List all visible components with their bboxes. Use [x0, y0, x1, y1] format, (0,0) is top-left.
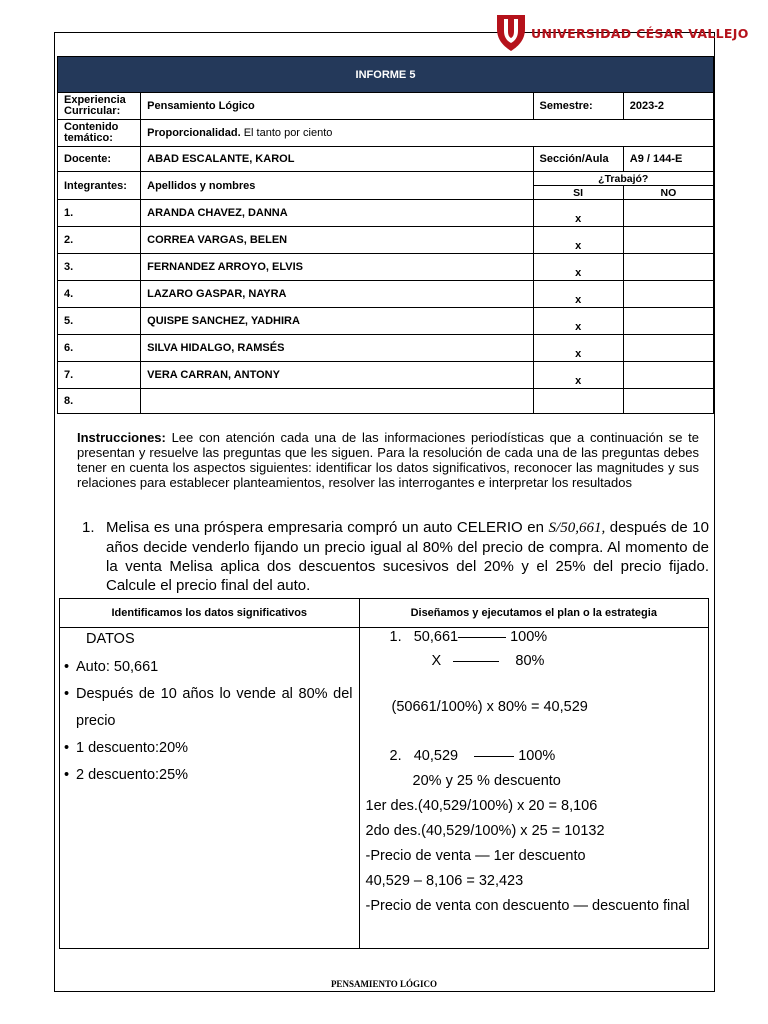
member-si: x	[533, 281, 623, 308]
member-number: 3.	[58, 254, 141, 281]
member-number: 6.	[58, 335, 141, 362]
step-1-a: 50,661	[413, 629, 459, 645]
bullet-icon: •	[64, 659, 70, 675]
apellidos-label: Apellidos y nombres	[141, 172, 533, 200]
member-name: VERA CARRAN, ANTONY	[141, 362, 533, 389]
step-1-line	[366, 628, 702, 646]
seccion-label: Sección/Aula	[533, 147, 623, 172]
bullet-icon: •	[64, 686, 70, 702]
member-row	[58, 200, 714, 227]
step-1-dash	[458, 637, 506, 638]
question-money: S/50,661,	[548, 520, 606, 536]
contenido-label: Contenido temático:	[58, 120, 141, 147]
member-no	[623, 281, 713, 308]
datos-item	[64, 654, 353, 681]
datos-item	[64, 762, 353, 789]
datos-cell	[60, 628, 360, 949]
member-name: LAZARO GASPAR, NAYRA	[141, 281, 533, 308]
member-row	[58, 389, 714, 414]
step-2-num: 2.	[389, 748, 402, 764]
question-number: 1.	[82, 519, 95, 536]
member-no	[623, 308, 713, 335]
member-row	[58, 335, 714, 362]
member-name: FERNANDEZ ARROYO, ELVIS	[141, 254, 533, 281]
member-si: x	[533, 227, 623, 254]
member-number: 1.	[58, 200, 141, 227]
datos-item-text: Después de 10 años lo vende al 80% del precio	[76, 686, 353, 729]
logo-emblem-icon	[497, 15, 525, 51]
datos-item-text: Auto: 50,661	[76, 659, 159, 675]
question-text-b: después de 10 años decide venderlo fijando un precio igual al 80% del precio de compra. Al momento de la venta Melisa aplica dos descuentos sucesivos del 20% y el 25% del precio fijado. Calcule el precio final del auto.	[106, 519, 709, 594]
docente-label: Docente:	[58, 147, 141, 172]
member-number: 2.	[58, 227, 141, 254]
member-si: x	[533, 254, 623, 281]
member-row	[58, 227, 714, 254]
step-2-dash	[474, 756, 514, 757]
report-header-table	[57, 56, 714, 414]
member-si: x	[533, 335, 623, 362]
calc-line-3: -Precio de venta — 1er descuento	[365, 848, 586, 864]
calc-line-1: 1er des.(40,529/100%) x 20 = 8,106	[365, 798, 598, 814]
step-1-calc: (50661/100%) x 80% = 40,529	[391, 699, 588, 715]
calc-line-2: 2do des.(40,529/100%) x 25 = 10132	[365, 823, 605, 839]
member-no	[623, 254, 713, 281]
member-name	[141, 389, 533, 414]
integrantes-label: Integrantes:	[58, 172, 141, 200]
member-number: 7.	[58, 362, 141, 389]
step-1-num: 1.	[389, 629, 402, 645]
member-row	[58, 362, 714, 389]
member-no	[623, 362, 713, 389]
semestre-value: 2023-2	[623, 93, 713, 120]
member-si: x	[533, 200, 623, 227]
member-rows	[58, 200, 714, 414]
datos-list	[64, 654, 353, 789]
question-1	[82, 518, 709, 595]
contenido-rest: El tanto por ciento	[240, 127, 333, 139]
docente-value: ABAD ESCALANTE, KAROL	[141, 147, 533, 172]
member-row	[58, 254, 714, 281]
step-2-desc: 20% y 25 % descuento	[412, 773, 561, 789]
right-header: Diseñamos y ejecutamos el plan o la estrategia	[359, 599, 708, 628]
member-si: x	[533, 362, 623, 389]
member-name: CORREA VARGAS, BELEN	[141, 227, 533, 254]
datos-title: DATOS	[86, 631, 135, 647]
instructions-label: Instrucciones:	[77, 430, 166, 445]
instructions	[77, 430, 699, 490]
member-name: SILVA HIDALGO, RAMSÉS	[141, 335, 533, 362]
member-name: ARANDA CHAVEZ, DANNA	[141, 200, 533, 227]
member-no	[623, 335, 713, 362]
datos-item-text: 2 descuento:25%	[76, 767, 189, 783]
datos-item	[64, 735, 353, 762]
step-1-x-dash	[453, 661, 499, 662]
question-body	[106, 518, 709, 595]
left-header: Identificamos los datos significativos	[60, 599, 360, 628]
experiencia-label: Experiencia Curricular:	[58, 93, 141, 120]
bullet-icon: •	[64, 740, 70, 756]
calc-line-4: 40,529 – 8,106 = 32,423	[365, 873, 524, 889]
member-no	[623, 200, 713, 227]
contenido-bold: Proporcionalidad.	[147, 127, 241, 139]
datos-item-text: 1 descuento:20%	[76, 740, 189, 756]
step-1-x-line	[366, 651, 702, 671]
member-row	[58, 281, 714, 308]
si-label: SI	[533, 186, 623, 200]
step-1-c: 80%	[515, 653, 545, 669]
member-si: x	[533, 308, 623, 335]
university-logo	[497, 14, 749, 52]
member-name: QUISPE SANCHEZ, YADHIRA	[141, 308, 533, 335]
contenido-value	[141, 120, 714, 147]
member-number: 4.	[58, 281, 141, 308]
work-table	[59, 598, 709, 949]
member-si	[533, 389, 623, 414]
plan-cell	[359, 628, 708, 949]
calc-line-5: -Precio de venta con descuento — descuento final	[365, 898, 690, 914]
step-2-a: 40,529	[413, 748, 459, 764]
experiencia-value: Pensamiento Lógico	[141, 93, 533, 120]
report-title: INFORME 5	[58, 57, 714, 93]
question-text-a: Melisa es una próspera empresaria compró un auto CELERIO en	[106, 519, 549, 536]
logo-text: UNIVERSIDAD CÉSAR VALLEJO	[531, 25, 749, 41]
trabajo-label: ¿Trabajó?	[533, 172, 713, 186]
member-row	[58, 308, 714, 335]
step-1-x: X	[431, 653, 442, 669]
instructions-text: Lee con atención cada una de las informaciones periodísticas que a continuación se te presentan y resuelve las preguntas que les siguen. Para la resolución de cada una de las preguntas debes tener en cuenta los aspectos siguientes: identificar los datos significativos, reconocer las magnitudes y sus relaciones para establecer planteamientos, resolver las interrogantes e interpretar los resultados	[77, 430, 699, 490]
step-2-b: 100%	[518, 748, 556, 764]
seccion-value: A9 / 144-E	[623, 147, 713, 172]
member-number: 8.	[58, 389, 141, 414]
no-label: NO	[623, 186, 713, 200]
member-number: 5.	[58, 308, 141, 335]
datos-item	[64, 681, 353, 735]
bullet-icon: •	[64, 767, 70, 783]
footer: PENSAMIENTO LÓGICO	[330, 979, 438, 989]
step-2-line	[366, 744, 702, 769]
member-no	[623, 389, 713, 414]
semestre-label: Semestre:	[533, 93, 623, 120]
member-no	[623, 227, 713, 254]
step-1-b: 100%	[510, 629, 548, 645]
